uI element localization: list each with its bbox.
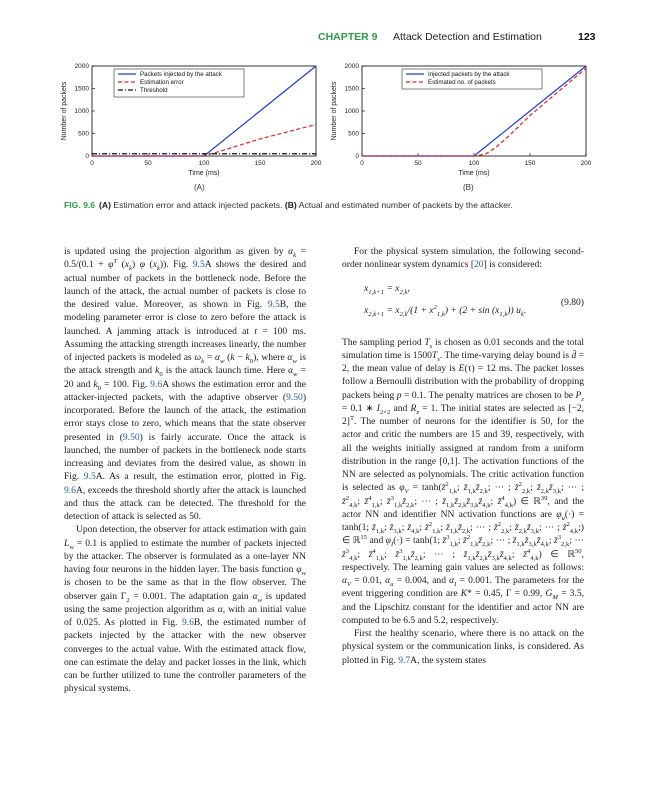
caption-a-text: Estimation error and attack injected packets. bbox=[110, 200, 285, 210]
panel-label-b: (B) bbox=[463, 183, 474, 192]
x-tick-label: 200 bbox=[310, 160, 322, 167]
paragraph: Upon detection, the observer for attack estimation with gain $L_w = 0.1$ is applied to estimate the number of packets injected by the attacker. The observer is formulated as a one-layer NN having four neurons in the hidden layer. The basis function $\varphi_w$ is chosen to be the same as that in the flow observer. The observer gain $\Gamma_2 = 0.001$. The adaptation gain $\alpha_w$ is updated using the same projection algorithm as α, with an initial value of 0.025. As plotted in Fig. 9.6B, the estimated number of packets injected by the attacker with the new observer converges to the actual value. With the estimated attack flow, one can estimate the delay and packet losses in the link, which can be further utilized to tune the controller parameters of the physical systems. bbox=[64, 524, 306, 695]
equation-9-80: $x_{1,k+1} = x_{2,k}$, $x_{2,k+1} = x_{2,k}/(1 + x^2_{1,k}) + (2 + \sin (x_{1,k}))$ $u_k$. (9.80) bbox=[364, 282, 584, 318]
y-axis-label: Number of packets bbox=[331, 81, 338, 141]
chapter-label: CHAPTER 9 bbox=[318, 31, 378, 43]
y-axis-label: Number of packets bbox=[61, 81, 68, 141]
chart-b bbox=[326, 60, 596, 185]
figure-panel-a bbox=[56, 60, 326, 190]
paragraph: For the physical system simulation, the following second-order nonlinear system dynamics [20] is considered: bbox=[342, 246, 584, 271]
caption-b-text: Actual and estimated number of packets by the attacker. bbox=[296, 200, 513, 210]
chart-a bbox=[56, 60, 326, 185]
legend-label: Estimated no. of packets bbox=[428, 79, 496, 86]
x-tick-label: 100 bbox=[468, 160, 480, 167]
x-tick-label: 0 bbox=[360, 160, 364, 167]
x-tick-label: 50 bbox=[144, 160, 152, 167]
caption-b-label: (B) bbox=[284, 200, 297, 210]
legend-label: Packets injected by the attack bbox=[140, 71, 222, 78]
figure-panel-b bbox=[326, 60, 596, 190]
running-header bbox=[0, 31, 648, 45]
paragraph: The sampling period $T_s$ is chosen as 0.01 seconds and the total simulation time is $1500T_s$. The time-varying delay bound is d̄ = 2, the mean value of delay is E(τ) = 12 ms. The packet losses follow a Bernoulli distribution with the probability of dropping packets being p = 0.1. The penalty matrices are chosen to be $P_z = 0.1$ ∗ $I_{2\times 2}$ and $R_z = 1$. The initial states are selected as [−2, 2]$^T$. The number of neurons for the identifier is 50, for the actor and critic the numbers are 15 and 39, respectively, with all the weights initially assigned at random from a uniform distribution in the range [0,1]. The activation functions of the NN are selected as polynomials. The critic activation function is selected as $\varphi_V$ = tanh(z̄$^2_{1,k}$; $z̄_{1,k}z̄_{2,k}$; ⋯ ; z̄$^2_{2,k}$; $z̄_{2,k}z̄_{3,k}$; ⋯ ; z̄$^2_{4,k}$; z̄$^4_{1,k}$; $z̄^3_{1,k}z̄_{2,k}$; ⋯ ; $z̄_{1,k}z̄_{2,k}z̄_{3,k}z̄_{4,k}$; z̄$^4_{4,k}$) ∈ ℝ$^{39}$, and the actor NN and identifier NN activation functions are $\varphi_u(\cdot) = \tanh(1$; $z̄_{1,k}$; $z̄_{3,k}$; $z̄_{4,k}$; z̄$^2_{1,k}$; $z̄_{1,k}z̄_{2,k}$; ⋯ ; z̄$^2_{2,k}$; $z̄_{2,k}z̄_{3,k}$; ⋯ ; z̄$^2_{4,k}$;) ∈ ℝ$^{15}$ and $\varphi_I(\cdot) = \tanh(1$; z̄$^3_{1,k}$; $z̄^2_{1,k}z̄_{2,k}$; ⋯ ; $z̄_{1,k}z̄_{3,k}z̄_{4,k}$; z̄$^3_{2,k}$; ⋯ z̄$^3_{4,k}$; z̄$^4_{1,k}$; $z̄^3_{1,k}z̄_{2,k}$; ⋯ ; $z̄_{1,k}z̄_{2,k}z̄_{3,k}z̄_{4,k}$; z̄$^4_{4,k}$) ∈ ℝ$^{50}$, respectively. The learning gain values are selected as follows: $\alpha_V = 0.01$, $\alpha_u = 0.004$, and $\alpha_I = 0.001$. The parameters for the event triggering condition are K* = 0.45, Γ = 0.99, $G_M = 3.5$, and the Lipschitz constant for the identifier and actor NN are computed to be 6.5 and 5.2, respectively. bbox=[342, 336, 585, 626]
y-tick-label: 1000 bbox=[74, 108, 89, 116]
y-tick-label: 500 bbox=[78, 130, 89, 138]
left-column bbox=[64, 245, 306, 696]
x-axis-label: Time (ms) bbox=[458, 170, 490, 177]
x-axis-label: Time (ms) bbox=[188, 170, 220, 177]
y-tick-label: 2000 bbox=[74, 63, 89, 71]
right-column bbox=[342, 245, 584, 667]
figure-label: FIG. 9.6 bbox=[64, 200, 96, 210]
chapter-title: Attack Detection and Estimation bbox=[393, 31, 542, 43]
x-tick-label: 50 bbox=[414, 160, 422, 167]
x-tick-label: 200 bbox=[580, 160, 592, 167]
legend-label: Injected packets by the attack bbox=[428, 71, 510, 78]
paragraph: First the healthy scenario, where there is no attack on the physical system or the communication links, is considered. As plotted in Fig. 9.7A, the system states bbox=[342, 628, 584, 666]
x-tick-label: 0 bbox=[90, 160, 94, 167]
x-tick-label: 150 bbox=[254, 160, 266, 167]
y-tick-label: 0 bbox=[355, 153, 359, 161]
y-tick-label: 0 bbox=[85, 153, 89, 161]
x-tick-label: 100 bbox=[198, 160, 210, 167]
y-tick-label: 1500 bbox=[74, 85, 89, 93]
page-number: 123 bbox=[578, 31, 596, 43]
figure-caption bbox=[64, 200, 584, 212]
x-tick-label: 150 bbox=[524, 160, 536, 167]
caption-a-label: (A) bbox=[99, 200, 111, 210]
panel-label-a: (A) bbox=[194, 183, 205, 192]
legend-label: Estimation error bbox=[140, 79, 184, 86]
y-tick-label: 1500 bbox=[344, 85, 359, 93]
y-tick-label: 500 bbox=[348, 130, 359, 138]
y-tick-label: 2000 bbox=[344, 63, 359, 71]
paragraph: is updated using the projection algorithm as given by $\alpha_k = 0.5/(0.1 + \varphi^T$ $(x_k)$ φ $(x_k)$). Fig. 9.5A shows the desired and actual number of packets in the bottleneck node. Before the launch of the attack, the actual number of packets is close to the desired value. Moreover, as shown in Fig. 9.5B, the modeling parameter error is close to zero before the attack is launched. A jamming attack is introduced at t = 100 ms. Assuming the attacking strength increases linearly, the number of injected packets is modeled as $\omega_k = \alpha_w$ $(k - k_0)$, where $\alpha_w$ is the attack strength and $k_0$ is the attack launch time. Here $\alpha_w = 20$ and $k_0 = 100$. Fig. 9.6A shows the estimation error and the attacker-injected packets, with the adaptive observer (9.50) incorporated. Before the launch of the attack, the estimation error stays close to zero, which means that the state observer presented in (9.50) is fairly accurate. Once the attack is launched, the number of packets in the bottleneck node starts increasing and deviates from the desired value, as shown in Fig. 9.5A. As a result, the estimation error, plotted in Fig. 9.6A, exceeds the threshold shortly after the attack is launched and thus the attack can be detected. The threshold for the detection of attack is selected as 50. bbox=[64, 246, 306, 522]
legend-label: Threshold bbox=[140, 87, 168, 94]
y-tick-label: 1000 bbox=[344, 108, 359, 116]
